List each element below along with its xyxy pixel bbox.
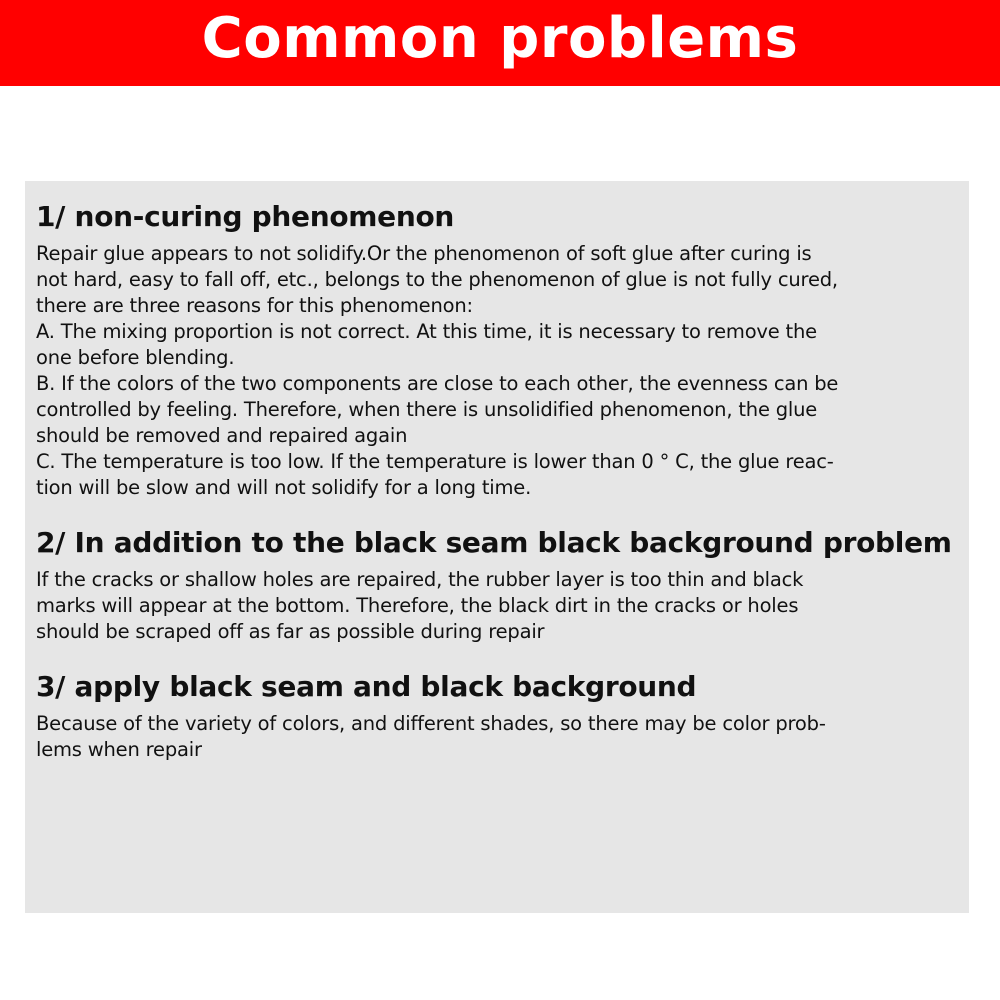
section-non-curing bbox=[36, 199, 957, 501]
body-line: B. If the colors of the two components are close to each other, the evenness can be bbox=[36, 372, 839, 395]
section-body bbox=[36, 711, 957, 763]
body-line: A. The mixing proportion is not correct. At this time, it is necessary to remove the bbox=[36, 320, 817, 343]
title-banner bbox=[0, 0, 1000, 86]
section-apply-black-seam bbox=[36, 669, 957, 763]
body-line: Repair glue appears to not solidify.Or the phenomenon of soft glue after curing is bbox=[36, 242, 812, 265]
body-line: there are three reasons for this phenomenon: bbox=[36, 294, 473, 317]
section-heading: 1/ non-curing phenomenon bbox=[36, 200, 455, 233]
body-line: lems when repair bbox=[36, 738, 202, 761]
body-line: one before blending. bbox=[36, 346, 235, 369]
body-line: Because of the variety of colors, and different shades, so there may be color prob- bbox=[36, 712, 826, 735]
section-body bbox=[36, 241, 957, 501]
body-line: C. The temperature is too low. If the temperature is lower than 0 ° C, the glue reac- bbox=[36, 450, 834, 473]
section-black-seam-problem bbox=[36, 525, 957, 645]
body-line: controlled by feeling. Therefore, when there is unsolidified phenomenon, the glue bbox=[36, 398, 818, 421]
page-title: Common problems bbox=[201, 6, 799, 71]
body-line: tion will be slow and will not solidify for a long time. bbox=[36, 476, 532, 499]
body-line: should be scraped off as far as possible during repair bbox=[36, 620, 545, 643]
section-heading: 2/ In addition to the black seam black background problem bbox=[36, 526, 952, 559]
section-heading: 3/ apply black seam and black background bbox=[36, 670, 697, 703]
body-line: should be removed and repaired again bbox=[36, 424, 408, 447]
body-line: not hard, easy to fall off, etc., belongs to the phenomenon of glue is not fully cured, bbox=[36, 268, 838, 291]
body-line: If the cracks or shallow holes are repaired, the rubber layer is too thin and black bbox=[36, 568, 804, 591]
section-body bbox=[36, 567, 957, 645]
problems-panel bbox=[25, 181, 969, 913]
body-line: marks will appear at the bottom. Therefore, the black dirt in the cracks or holes bbox=[36, 594, 799, 617]
